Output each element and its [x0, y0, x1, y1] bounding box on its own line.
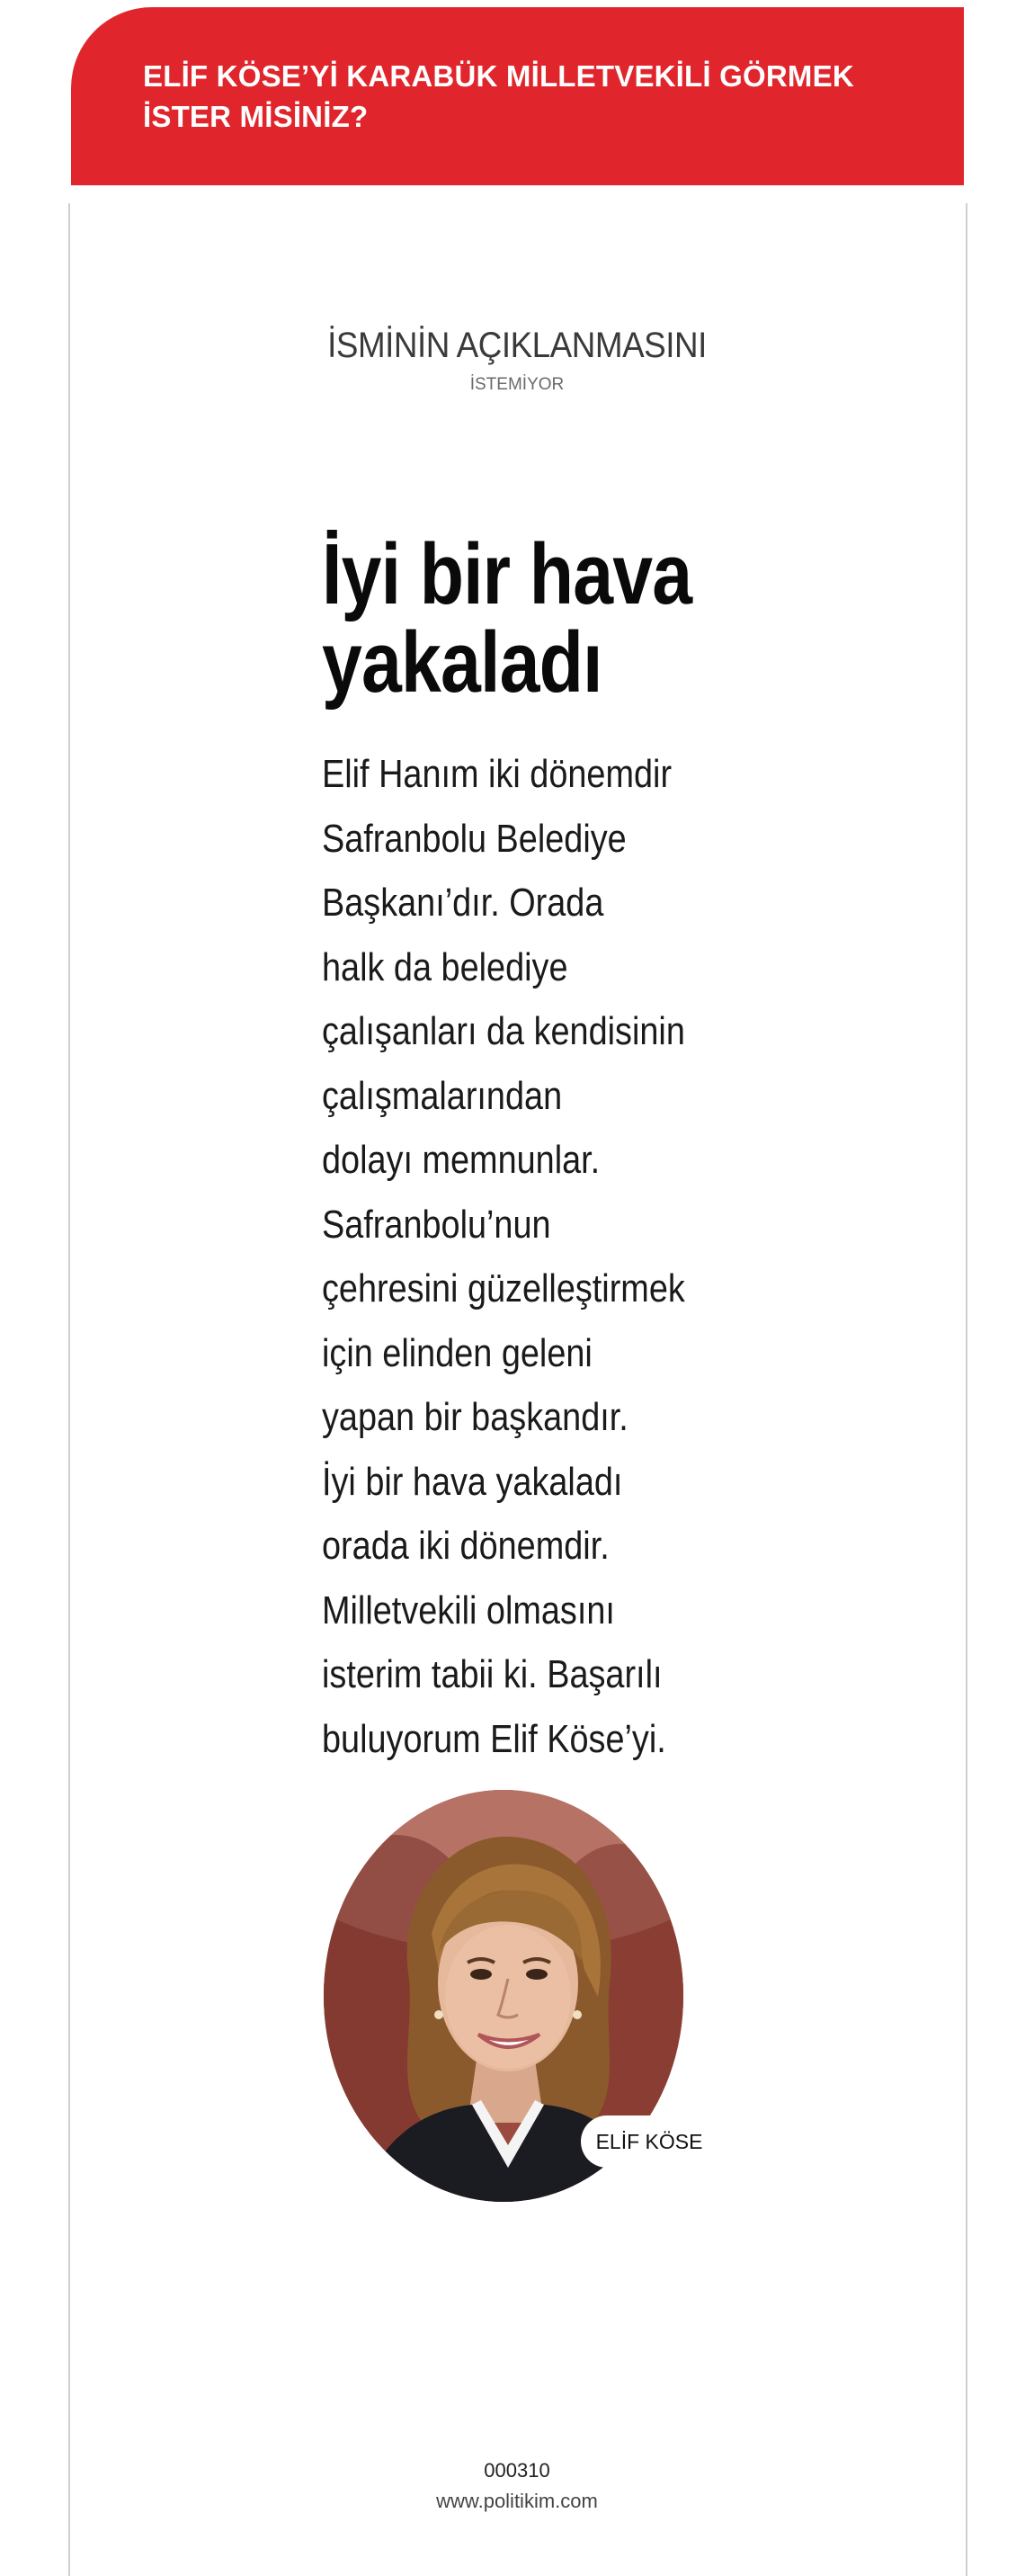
- body-line: Başkanı’dır. Orada: [322, 881, 604, 925]
- source-sublabel: İSTEMİYOR: [469, 375, 565, 394]
- headline-line-1: İyi bir hava: [322, 526, 692, 622]
- footer-code: 000310: [484, 2459, 550, 2482]
- article-body: [322, 742, 724, 1771]
- frame-right-border: [966, 203, 967, 2576]
- body-line: yapan bir başkandır.: [322, 1395, 628, 1439]
- body-line: çalışmalarından: [322, 1073, 563, 1118]
- header-banner: [71, 7, 964, 185]
- body-line: halk da belediye: [322, 944, 568, 989]
- body-line: Safranbolu Belediye: [322, 816, 627, 861]
- body-line: İyi bir hava yakaladı: [322, 1459, 623, 1504]
- banner-title: ELİF KÖSE’Yİ KARABÜK MİLLETVEKİLİ GÖRMEK İSTER MİSİNİZ?: [143, 59, 854, 133]
- body-line: Milletvekili olmasını: [322, 1588, 615, 1632]
- frame-left-border: [68, 203, 70, 2576]
- body-line: çehresini güzelleştirmek: [322, 1266, 685, 1310]
- body-line: orada iki dönemdir.: [322, 1524, 610, 1568]
- body-line: isterim tabii ki. Başarılı: [322, 1652, 663, 1696]
- article-headline: [322, 526, 744, 711]
- body-line: Elif Hanım iki dönemdir: [322, 752, 673, 796]
- body-line: çalışanları da kendisinin: [322, 1009, 685, 1053]
- headline-line-2: yakaladı: [322, 614, 602, 711]
- body-line: için elinden geleni: [322, 1330, 593, 1375]
- portrait-name-tag: ELİF KÖSE: [581, 2115, 718, 2168]
- body-line: Safranbolu’nun: [322, 1202, 551, 1247]
- body-line: buluyorum Elif Köse’yi.: [322, 1716, 666, 1761]
- body-line: dolayı memnunlar.: [322, 1138, 601, 1182]
- source-label: İSMİNİN AÇIKLANMASINI: [327, 326, 707, 365]
- footer-url: www.politikim.com: [436, 2490, 598, 2512]
